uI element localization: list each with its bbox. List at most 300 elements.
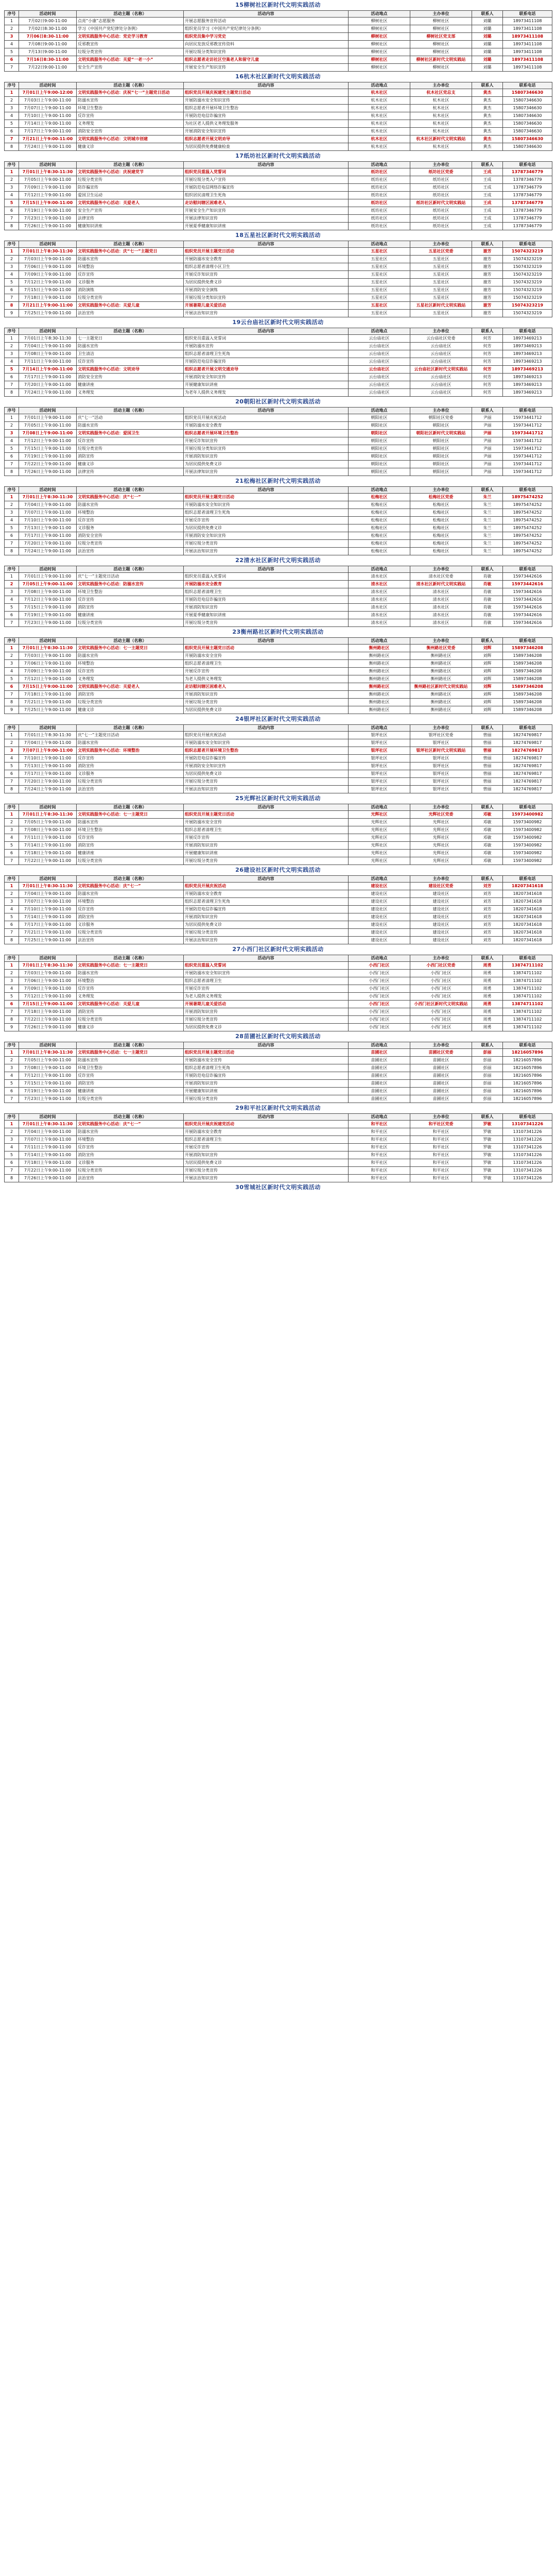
location-cell: 光辉社区	[349, 834, 410, 842]
contact-person-cell: 刘辉	[472, 645, 503, 652]
activity-cell: 防溺水宣传	[77, 1128, 184, 1136]
contact-person-cell: 刘辉	[472, 691, 503, 699]
column-header: 活动内容	[184, 955, 349, 962]
phone-cell: 18207341618	[503, 890, 552, 898]
time-cell: 7月19日上午9:00-11:00	[19, 207, 77, 215]
seq-cell: 8	[5, 548, 19, 555]
time-cell: 7月11日上午9:00-11:00	[19, 834, 77, 842]
activity-table	[4, 955, 552, 1031]
content-cell: 开展法治知识宣传	[184, 937, 349, 944]
seq-cell: 5	[5, 279, 19, 286]
time-cell: 7月04日上午9:00-11:00	[19, 1128, 77, 1136]
phone-cell: 13787346779	[503, 199, 552, 207]
unit-cell: 银坪社区	[410, 778, 472, 786]
location-cell: 柳树社区	[349, 18, 410, 25]
phone-cell: 13787346779	[503, 215, 552, 223]
activity-cell: 卫生清洁	[77, 350, 184, 358]
activity-cell: 反诈宣传	[77, 271, 184, 279]
activity-cell: 义务理发	[77, 993, 184, 1001]
table-row	[5, 430, 552, 437]
table-row	[5, 223, 552, 230]
column-header: 活动地点	[349, 725, 410, 732]
column-header: 序号	[5, 804, 19, 811]
column-header: 主办单位	[410, 11, 472, 18]
seq-cell: 3	[5, 430, 19, 437]
phone-cell: 18975474252	[503, 548, 552, 555]
activity-cell: 文明实践服务中心活动：关爱儿童	[77, 1001, 184, 1008]
column-header: 活动主题（名称）	[77, 804, 184, 811]
content-cell: 向居民发放反邪教宣传资料	[184, 41, 349, 48]
column-header: 活动内容	[184, 876, 349, 883]
table-row	[5, 652, 552, 660]
location-cell: 建设社区	[349, 929, 410, 937]
activity-cell: 法律宣传	[77, 468, 184, 476]
time-cell: 7月19日上午9:00-11:00	[19, 612, 77, 619]
time-cell: 7月01日上午8:30-11:30	[19, 1049, 77, 1057]
location-cell: 朝阳社区	[349, 414, 410, 422]
table-row	[5, 509, 552, 517]
contact-person-cell: 朱兰	[472, 509, 503, 517]
content-cell: 开展消防安全知识宣传	[184, 128, 349, 135]
contact-person-cell: 周勇	[472, 985, 503, 993]
time-cell: 7月03日上午9:00-11:00	[19, 652, 77, 660]
activity-cell: 防溺水宣传	[77, 422, 184, 430]
activity-cell: 垃圾分类宣传	[77, 48, 184, 56]
activity-cell: 学习《中国共产党纪律处分条例》	[77, 25, 184, 33]
time-cell: 7月26日上午9:00-11:00	[19, 1024, 77, 1031]
phone-cell: 15807346630	[503, 128, 552, 135]
time-cell: 7月05日上午9:00-11:00	[19, 422, 77, 430]
contact-person-cell: 肖敏	[472, 573, 503, 581]
phone-cell: 15807346630	[503, 112, 552, 120]
time-cell: 7月15日上午9:00-11:00	[19, 199, 77, 207]
column-header: 活动地点	[349, 487, 410, 494]
table-row	[5, 778, 552, 786]
content-cell: 组织志愿者清理卫生	[184, 588, 349, 596]
table-row	[5, 612, 552, 619]
location-cell: 清水社区	[349, 619, 410, 627]
phone-cell: 13787346779	[503, 207, 552, 215]
seq-cell: 1	[5, 732, 19, 739]
activity-cell: 法治宣传	[77, 786, 184, 793]
time-cell: 7月22日上午9:00-11:00	[19, 1016, 77, 1024]
table-row	[5, 1151, 552, 1159]
unit-cell: 清水社区	[410, 619, 472, 627]
seq-cell: 8	[5, 143, 19, 151]
time-cell: 7月20日上午9:00-11:00	[19, 381, 77, 389]
time-cell: 7月01日上午8:30-11:30	[19, 248, 77, 256]
time-cell: 7月24日上午9:00-11:00	[19, 548, 77, 555]
location-cell: 银坪社区	[349, 732, 410, 739]
table-row	[5, 898, 552, 906]
contact-person-cell: 尹丽	[472, 445, 503, 453]
unit-cell: 纸坊社区	[410, 192, 472, 199]
unit-cell: 清水社区	[410, 588, 472, 596]
activity-cell: 反诈宣传	[77, 668, 184, 675]
activity-cell: 文明实践服务中心活动：爱国卫生	[77, 430, 184, 437]
table-row	[5, 381, 552, 389]
seq-cell: 4	[5, 1072, 19, 1080]
table-row	[5, 437, 552, 445]
activity-cell: 文明实践服务中心活动：庆“七一”	[77, 883, 184, 890]
seq-cell: 8	[5, 223, 19, 230]
unit-cell: 杭木社区	[410, 143, 472, 151]
phone-cell: 15074323219	[503, 294, 552, 302]
table-row	[5, 302, 552, 310]
unit-cell: 云台庙社区	[410, 374, 472, 381]
unit-cell: 云台庙社区新时代文明实践站	[410, 366, 472, 374]
phone-cell: 15074323219	[503, 302, 552, 310]
location-cell: 清水社区	[349, 596, 410, 604]
activity-cell: 法治宣传	[77, 310, 184, 317]
table-row	[5, 128, 552, 135]
activity-cell: 消防宣传	[77, 1080, 184, 1088]
contact-person-cell: 尹丽	[472, 461, 503, 468]
column-header: 活动地点	[349, 11, 410, 18]
column-header: 联系电话	[503, 638, 552, 645]
table-row	[5, 755, 552, 762]
time-cell: 7月14日上午9:00-11:00	[19, 842, 77, 850]
time-cell: 7月17日上午9:00-11:00	[19, 374, 77, 381]
contact-person-cell: 周勇	[472, 1016, 503, 1024]
content-cell: 开展垃圾分类宣传	[184, 699, 349, 706]
time-cell: 7月06日上午9:00-11:00	[19, 263, 77, 271]
contact-person-cell: 谢芳	[472, 279, 503, 286]
content-cell: 开展夏季健康知识讲座	[184, 223, 349, 230]
time-cell: 7月04日上午9:00-11:00	[19, 890, 77, 898]
seq-cell: 9	[5, 1024, 19, 1031]
unit-cell: 小西门社区	[410, 970, 472, 977]
content-cell: 开展防溺水安全宣传	[184, 1057, 349, 1064]
activity-cell: 文明实践服务中心活动：七一主题党日	[77, 645, 184, 652]
section-title: 26建设社区新时代文明实践活动	[235, 867, 321, 873]
contact-person-cell: 尹丽	[472, 468, 503, 476]
phone-cell: 18207341618	[503, 913, 552, 921]
activity-cell: 反诈宣传	[77, 112, 184, 120]
phone-cell: 15807346630	[503, 105, 552, 112]
table-row	[5, 619, 552, 627]
seq-cell: 7	[5, 381, 19, 389]
phone-cell: 13107341226	[503, 1121, 552, 1128]
column-header: 联系电话	[503, 82, 552, 89]
activity-table	[4, 566, 552, 627]
contact-person-cell: 曾丽	[472, 778, 503, 786]
time-cell: 7月06日8:30-11:00	[19, 33, 77, 41]
time-cell: 7月15日上午9:00-11:00	[19, 683, 77, 691]
contact-person-cell: 罗敏	[472, 1128, 503, 1136]
table-row	[5, 310, 552, 317]
contact-person-cell: 王成	[472, 184, 503, 192]
seq-cell: 8	[5, 1016, 19, 1024]
unit-cell: 杭木社区党总支	[410, 89, 472, 97]
column-header: 活动内容	[184, 804, 349, 811]
contact-person-cell: 谢芳	[472, 263, 503, 271]
phone-cell: 18216057896	[503, 1080, 552, 1088]
table-row	[5, 1057, 552, 1064]
seq-cell: 3	[5, 350, 19, 358]
seq-cell: 2	[5, 501, 19, 509]
contact-person-cell: 彭丽	[472, 1057, 503, 1064]
contact-person-cell: 肖敏	[472, 588, 503, 596]
activity-table	[4, 82, 552, 151]
location-cell: 杭木社区	[349, 89, 410, 97]
seq-cell: 7	[5, 294, 19, 302]
content-cell: 开展防溺水安全宣传	[184, 652, 349, 660]
table-row	[5, 184, 552, 192]
column-header: 活动地点	[349, 82, 410, 89]
unit-cell: 柳树社区党支部	[410, 33, 472, 41]
column-header: 活动地点	[349, 162, 410, 168]
table-row	[5, 581, 552, 588]
activity-cell: 反诈宣传	[77, 1144, 184, 1151]
unit-cell: 光辉社区	[410, 857, 472, 865]
location-cell: 苗圃社区	[349, 1072, 410, 1080]
time-cell: 7月06日上午9:00-11:00	[19, 660, 77, 668]
location-cell: 清水社区	[349, 604, 410, 612]
location-cell: 银坪社区	[349, 778, 410, 786]
column-header: 联系人	[472, 638, 503, 645]
content-cell: 为居民提供免费义诊	[184, 706, 349, 714]
phone-cell: 15973442616	[503, 612, 552, 619]
time-cell: 7月01日上午8:30-11:30	[19, 494, 77, 501]
location-cell: 云台庙社区	[349, 389, 410, 397]
location-cell: 苗圃社区	[349, 1049, 410, 1057]
column-header: 序号	[5, 82, 19, 89]
location-cell: 小西门社区	[349, 993, 410, 1001]
table-row	[5, 977, 552, 985]
unit-cell: 小西门社区	[410, 993, 472, 1001]
contact-person-cell: 黄杰	[472, 97, 503, 105]
unit-cell: 苗圃社区	[410, 1072, 472, 1080]
phone-cell: 15973442616	[503, 581, 552, 588]
contact-person-cell: 刘璐	[472, 41, 503, 48]
activity-cell: 消防宣传	[77, 1008, 184, 1016]
unit-cell: 建设社区	[410, 929, 472, 937]
column-header: 主办单位	[410, 1114, 472, 1121]
activity-cell: 健康讲座	[77, 381, 184, 389]
phone-cell: 13787346779	[503, 223, 552, 230]
unit-cell: 朝阳社区	[410, 445, 472, 453]
column-header: 活动地点	[349, 241, 410, 248]
unit-cell: 纸坊社区	[410, 207, 472, 215]
document-page	[0, 0, 556, 1193]
community-section	[0, 317, 556, 397]
seq-cell: 4	[5, 517, 19, 524]
content-cell: 开展防溺水安全知识宣传	[184, 97, 349, 105]
phone-cell: 18207341618	[503, 898, 552, 906]
location-cell: 朝阳社区	[349, 422, 410, 430]
activity-cell: 法治宣传	[77, 1175, 184, 1182]
content-cell: 开展防范电信诈骗宣传	[184, 112, 349, 120]
contact-person-cell: 邓敏	[472, 826, 503, 834]
phone-cell: 18207341618	[503, 883, 552, 890]
activity-cell: 消防宣传	[77, 691, 184, 699]
phone-cell: 18973469213	[503, 366, 552, 374]
community-section	[0, 72, 556, 151]
content-cell: 为居民提供免费义诊	[184, 279, 349, 286]
seq-cell: 5	[5, 913, 19, 921]
location-cell: 朝阳社区	[349, 468, 410, 476]
location-cell: 衡州路社区	[349, 652, 410, 660]
phone-cell: 13107341226	[503, 1167, 552, 1175]
content-cell: 为居民提供免费健康检查	[184, 143, 349, 151]
unit-cell: 小西门社区	[410, 985, 472, 993]
location-cell: 和平社区	[349, 1128, 410, 1136]
contact-person-cell: 邓敏	[472, 819, 503, 826]
location-cell: 苗圃社区	[349, 1088, 410, 1095]
column-header: 联系人	[472, 876, 503, 883]
column-header: 序号	[5, 162, 19, 168]
table-row	[5, 732, 552, 739]
unit-cell: 光辉社区	[410, 842, 472, 850]
table-row	[5, 739, 552, 747]
activity-cell: 文明实践服务中心活动：环境整治	[77, 747, 184, 755]
section-title: 22清水社区新时代文明实践活动	[235, 557, 321, 564]
phone-cell: 18973411108	[503, 64, 552, 72]
content-cell: 开展法治知识宣传	[184, 548, 349, 555]
column-header: 活动时间	[19, 328, 77, 335]
time-cell: 7月21日上午9:00-11:00	[19, 699, 77, 706]
location-cell: 杭木社区	[349, 128, 410, 135]
contact-person-cell: 刘辉	[472, 699, 503, 706]
column-header: 主办单位	[410, 566, 472, 573]
time-cell: 7月21日上午9:00-11:00	[19, 302, 77, 310]
sections-container	[0, 0, 556, 1182]
location-cell: 和平社区	[349, 1151, 410, 1159]
column-header: 活动主题（名称）	[77, 725, 184, 732]
content-cell: 开展垃圾分类知识宣传	[184, 294, 349, 302]
activity-cell: 文明实践服务中心活动：七一主题党日	[77, 811, 184, 819]
content-cell: 组织志愿者清理卫生死角	[184, 350, 349, 358]
table-row	[5, 286, 552, 294]
contact-person-cell: 王成	[472, 199, 503, 207]
location-cell: 朝阳社区	[349, 453, 410, 461]
section-title: 17纸坊社区新时代文明实践活动	[235, 152, 321, 159]
unit-cell: 朝阳社区新时代文明实践站	[410, 430, 472, 437]
contact-person-cell: 彭丽	[472, 1088, 503, 1095]
seq-cell: 7	[5, 215, 19, 223]
location-cell: 五星社区	[349, 294, 410, 302]
activity-cell: 文明实践服务中心活动：七一主题党日	[77, 1049, 184, 1057]
column-header: 序号	[5, 328, 19, 335]
seq-cell: 7	[5, 691, 19, 699]
table-row	[5, 1064, 552, 1072]
time-cell: 7月25日上午9:00-11:00	[19, 310, 77, 317]
content-cell: 开展防溺水安全宣传	[184, 819, 349, 826]
activity-cell: 义诊服务	[77, 770, 184, 778]
seq-cell: 1	[5, 811, 19, 819]
activity-cell: 文明实践服务中心活动：关爱老人	[77, 683, 184, 691]
seq-cell: 4	[5, 41, 19, 48]
table-row	[5, 494, 552, 501]
phone-cell: 15074323219	[503, 256, 552, 263]
time-cell: 7月10日上午9:00-11:00	[19, 906, 77, 913]
seq-cell: 5	[5, 366, 19, 374]
content-cell: 为社区老人提供义务理发服务	[184, 120, 349, 128]
unit-cell: 纸坊社区新时代文明实践站	[410, 199, 472, 207]
time-cell: 7月16日8:30-11:00	[19, 56, 77, 64]
table-row	[5, 857, 552, 865]
table-row	[5, 588, 552, 596]
seq-cell: 8	[5, 302, 19, 310]
column-header: 活动地点	[349, 876, 410, 883]
contact-person-cell: 彭丽	[472, 1095, 503, 1103]
community-section	[0, 1031, 556, 1103]
time-cell: 7月07日上午9:00-11:00	[19, 509, 77, 517]
time-cell: 7月26日上午9:00-11:00	[19, 1175, 77, 1182]
unit-cell: 朝阳社区	[410, 453, 472, 461]
seq-cell: 1	[5, 335, 19, 343]
unit-cell: 纸坊社区	[410, 223, 472, 230]
content-cell: 开展防范电信诈骗宣传	[184, 596, 349, 604]
unit-cell: 松梅社区	[410, 501, 472, 509]
time-cell: 7月17日上午9:00-11:00	[19, 921, 77, 929]
contact-person-cell: 邓敏	[472, 857, 503, 865]
time-cell: 7月24日上午9:00-11:00	[19, 786, 77, 793]
phone-cell: 15807346630	[503, 135, 552, 143]
phone-cell: 13874711102	[503, 1024, 552, 1031]
time-cell: 7月01日上午8:30-11:30	[19, 335, 77, 343]
table-row	[5, 1001, 552, 1008]
contact-person-cell: 刘芳	[472, 898, 503, 906]
content-cell: 开展反诈宣传	[184, 1144, 349, 1151]
contact-person-cell: 曾丽	[472, 739, 503, 747]
location-cell: 松梅社区	[349, 540, 410, 548]
table-row	[5, 770, 552, 778]
content-cell: 组织党员重温入党誓词	[184, 168, 349, 176]
time-cell: 7月12日上午9:00-11:00	[19, 192, 77, 199]
location-cell: 和平社区	[349, 1144, 410, 1151]
seq-cell: 5	[5, 1151, 19, 1159]
location-cell: 小西门社区	[349, 1024, 410, 1031]
time-cell: 7月02日9:00-11:00	[19, 18, 77, 25]
location-cell: 朝阳社区	[349, 430, 410, 437]
seq-cell: 6	[5, 374, 19, 381]
unit-cell: 衡州路社区	[410, 675, 472, 683]
column-header: 序号	[5, 1042, 19, 1049]
activity-table	[4, 161, 552, 230]
phone-cell: 13874711102	[503, 970, 552, 977]
column-header: 活动时间	[19, 11, 77, 18]
column-header: 活动内容	[184, 725, 349, 732]
activity-cell: 消防演练	[77, 286, 184, 294]
phone-cell: 15897346208	[503, 699, 552, 706]
column-header: 活动内容	[184, 487, 349, 494]
table-row	[5, 762, 552, 770]
table-row	[5, 256, 552, 263]
location-cell: 衡州路社区	[349, 645, 410, 652]
time-cell: 7月08日上午9:00-11:00	[19, 588, 77, 596]
activity-cell: 消防安全宣传	[77, 532, 184, 540]
content-cell: 开展夏季健康知识讲座	[184, 612, 349, 619]
location-cell: 建设社区	[349, 913, 410, 921]
contact-person-cell: 黄杰	[472, 105, 503, 112]
activity-cell: 反诈宣传	[77, 517, 184, 524]
community-section	[0, 476, 556, 555]
time-cell: 7月23日上午9:00-11:00	[19, 619, 77, 627]
content-cell: 开展垃圾分类宣传	[184, 1016, 349, 1024]
time-cell: 7月01日上午9:00-12:00	[19, 89, 77, 97]
time-cell: 7月15日上午9:00-11:00	[19, 286, 77, 294]
phone-cell: 13787346779	[503, 168, 552, 176]
seq-cell: 3	[5, 660, 19, 668]
activity-cell: 消防宣传	[77, 1151, 184, 1159]
column-header: 活动内容	[184, 408, 349, 414]
community-section	[0, 397, 556, 476]
unit-cell: 衡州路社区新时代文明实践站	[410, 683, 472, 691]
unit-cell: 光辉社区党委	[410, 811, 472, 819]
seq-cell: 5	[5, 120, 19, 128]
